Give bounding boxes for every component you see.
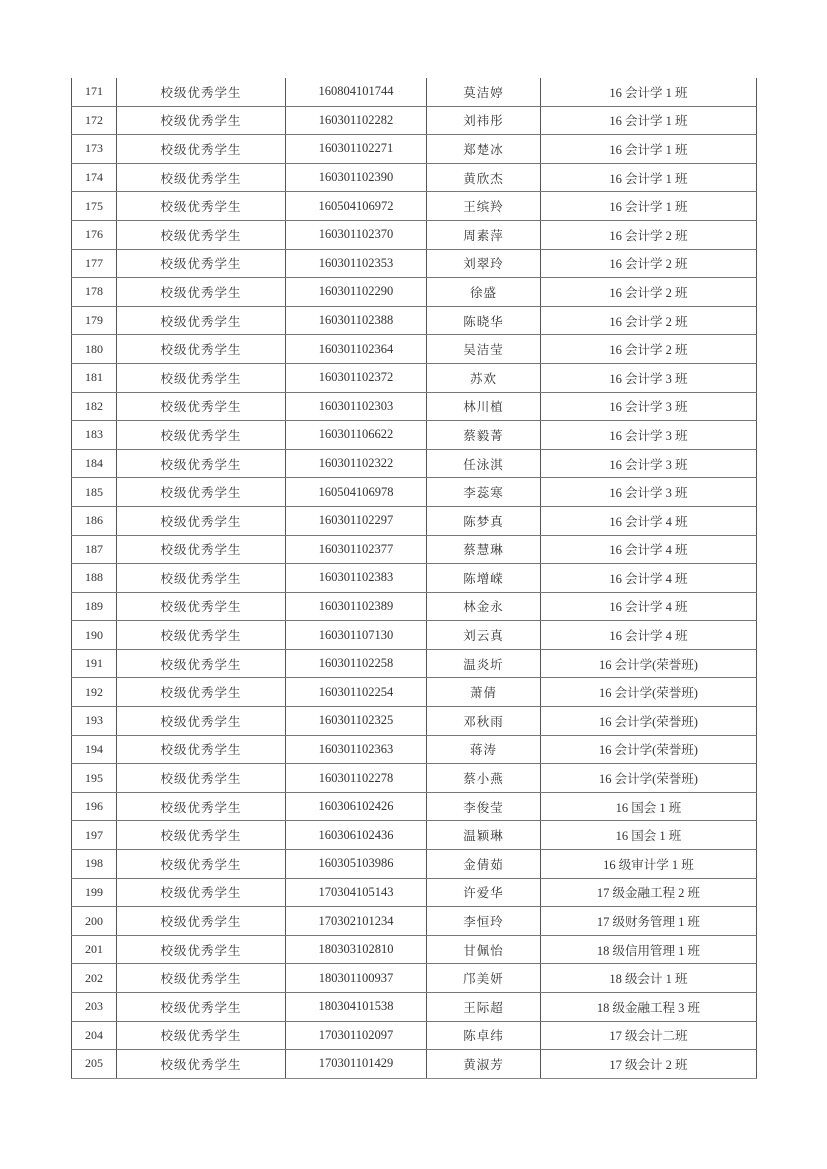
student-name-cell: 林川植	[427, 392, 541, 421]
student-name-cell: 王缤羚	[427, 192, 541, 221]
student-name-cell: 任泳淇	[427, 449, 541, 478]
roster-body	[72, 78, 757, 1078]
table-row	[72, 735, 757, 764]
table-row	[72, 792, 757, 821]
student-id-cell: 160305103986	[286, 850, 427, 879]
student-id-cell: 160804101744	[286, 78, 427, 106]
student-name-cell: 温炎圻	[427, 649, 541, 678]
table-row	[72, 192, 757, 221]
student-name-cell: 吴洁莹	[427, 335, 541, 364]
class-cell: 16 会计学 4 班	[541, 535, 757, 564]
award-cell: 校级优秀学生	[117, 792, 286, 821]
row-number: 196	[72, 792, 117, 821]
award-cell: 校级优秀学生	[117, 735, 286, 764]
student-id-cell: 160301102258	[286, 649, 427, 678]
student-name-cell: 蔡慧琳	[427, 535, 541, 564]
row-number: 199	[72, 878, 117, 907]
award-cell: 校级优秀学生	[117, 821, 286, 850]
award-cell: 校级优秀学生	[117, 449, 286, 478]
table-row	[72, 1050, 757, 1079]
award-cell: 校级优秀学生	[117, 907, 286, 936]
award-cell: 校级优秀学生	[117, 1021, 286, 1050]
student-id-cell: 160301102364	[286, 335, 427, 364]
table-row	[72, 592, 757, 621]
table-row	[72, 106, 757, 135]
student-id-cell: 160301102278	[286, 764, 427, 793]
row-number: 194	[72, 735, 117, 764]
student-id-cell: 170301102097	[286, 1021, 427, 1050]
row-number: 171	[72, 78, 117, 106]
class-cell: 17 级会计 2 班	[541, 1050, 757, 1079]
class-cell: 17 级财务管理 1 班	[541, 907, 757, 936]
class-cell: 16 会计学 2 班	[541, 249, 757, 278]
student-id-cell: 180301100937	[286, 964, 427, 993]
student-id-cell: 160504106972	[286, 192, 427, 221]
student-name-cell: 陈梦真	[427, 506, 541, 535]
class-cell: 16 会计学 3 班	[541, 363, 757, 392]
award-cell: 校级优秀学生	[117, 220, 286, 249]
table-row	[72, 306, 757, 335]
row-number: 177	[72, 249, 117, 278]
award-cell: 校级优秀学生	[117, 707, 286, 736]
student-name-cell: 甘佩怡	[427, 935, 541, 964]
award-cell: 校级优秀学生	[117, 1050, 286, 1079]
student-id-cell: 160301102389	[286, 592, 427, 621]
award-cell: 校级优秀学生	[117, 935, 286, 964]
class-cell: 17 级金融工程 2 班	[541, 878, 757, 907]
row-number: 178	[72, 278, 117, 307]
row-number: 197	[72, 821, 117, 850]
student-name-cell: 林金永	[427, 592, 541, 621]
student-name-cell: 陈增嵘	[427, 564, 541, 593]
class-cell: 16 会计学(荣誉班)	[541, 707, 757, 736]
row-number: 174	[72, 163, 117, 192]
class-cell: 16 级审计学 1 班	[541, 850, 757, 879]
student-id-cell: 180303102810	[286, 935, 427, 964]
class-cell: 18 级金融工程 3 班	[541, 993, 757, 1022]
student-id-cell: 160301102322	[286, 449, 427, 478]
award-cell: 校级优秀学生	[117, 621, 286, 650]
class-cell: 16 会计学 4 班	[541, 506, 757, 535]
row-number: 188	[72, 564, 117, 593]
row-number: 184	[72, 449, 117, 478]
student-id-cell: 160301102372	[286, 363, 427, 392]
table-row	[72, 850, 757, 879]
award-cell: 校级优秀学生	[117, 278, 286, 307]
row-number: 201	[72, 935, 117, 964]
table-row	[72, 363, 757, 392]
student-id-cell: 170302101234	[286, 907, 427, 936]
student-name-cell: 王际超	[427, 993, 541, 1022]
student-id-cell: 170304105143	[286, 878, 427, 907]
student-name-cell: 李蕊寒	[427, 478, 541, 507]
class-cell: 18 级会计 1 班	[541, 964, 757, 993]
student-id-cell: 160301106622	[286, 421, 427, 450]
award-cell: 校级优秀学生	[117, 764, 286, 793]
class-cell: 16 会计学 4 班	[541, 592, 757, 621]
class-cell: 16 会计学 1 班	[541, 106, 757, 135]
class-cell: 16 会计学 4 班	[541, 564, 757, 593]
student-id-cell: 160301102377	[286, 535, 427, 564]
student-id-cell: 160301107130	[286, 621, 427, 650]
award-cell: 校级优秀学生	[117, 335, 286, 364]
award-cell: 校级优秀学生	[117, 649, 286, 678]
award-cell: 校级优秀学生	[117, 592, 286, 621]
table-row	[72, 249, 757, 278]
row-number: 191	[72, 649, 117, 678]
table-row	[72, 564, 757, 593]
student-name-cell: 李恒玲	[427, 907, 541, 936]
student-name-cell: 邓秋雨	[427, 707, 541, 736]
award-cell: 校级优秀学生	[117, 850, 286, 879]
table-row	[72, 964, 757, 993]
student-name-cell: 周素萍	[427, 220, 541, 249]
row-number: 179	[72, 306, 117, 335]
award-cell: 校级优秀学生	[117, 878, 286, 907]
student-name-cell: 李俊莹	[427, 792, 541, 821]
award-cell: 校级优秀学生	[117, 249, 286, 278]
student-name-cell: 蒋涛	[427, 735, 541, 764]
row-number: 187	[72, 535, 117, 564]
student-id-cell: 160301102353	[286, 249, 427, 278]
award-cell: 校级优秀学生	[117, 135, 286, 164]
row-number: 175	[72, 192, 117, 221]
award-cell: 校级优秀学生	[117, 163, 286, 192]
student-id-cell: 160301102325	[286, 707, 427, 736]
student-id-cell: 160301102254	[286, 678, 427, 707]
class-cell: 16 会计学 1 班	[541, 163, 757, 192]
table-row	[72, 506, 757, 535]
student-id-cell: 160301102282	[286, 106, 427, 135]
student-name-cell: 蔡小燕	[427, 764, 541, 793]
table-row	[72, 707, 757, 736]
student-name-cell: 黄淑芳	[427, 1050, 541, 1079]
table-row	[72, 421, 757, 450]
class-cell: 16 会计学 4 班	[541, 621, 757, 650]
table-row	[72, 621, 757, 650]
student-name-cell: 邝美妍	[427, 964, 541, 993]
award-cell: 校级优秀学生	[117, 78, 286, 106]
student-name-cell: 徐盛	[427, 278, 541, 307]
student-id-cell: 160301102383	[286, 564, 427, 593]
award-cell: 校级优秀学生	[117, 535, 286, 564]
table-row	[72, 335, 757, 364]
student-name-cell: 许爱华	[427, 878, 541, 907]
student-name-cell: 苏欢	[427, 363, 541, 392]
row-number: 192	[72, 678, 117, 707]
class-cell: 16 会计学 1 班	[541, 192, 757, 221]
table-row	[72, 220, 757, 249]
class-cell: 16 会计学(荣誉班)	[541, 678, 757, 707]
student-id-cell: 160301102390	[286, 163, 427, 192]
class-cell: 16 会计学(荣誉班)	[541, 735, 757, 764]
class-cell: 16 会计学 3 班	[541, 478, 757, 507]
student-name-cell: 陈晓华	[427, 306, 541, 335]
award-cell: 校级优秀学生	[117, 392, 286, 421]
student-name-cell: 刘云真	[427, 621, 541, 650]
row-number: 189	[72, 592, 117, 621]
row-number: 176	[72, 220, 117, 249]
student-id-cell: 160301102388	[286, 306, 427, 335]
award-cell: 校级优秀学生	[117, 106, 286, 135]
award-cell: 校级优秀学生	[117, 506, 286, 535]
award-cell: 校级优秀学生	[117, 478, 286, 507]
table-row	[72, 449, 757, 478]
row-number: 205	[72, 1050, 117, 1079]
class-cell: 16 会计学 3 班	[541, 392, 757, 421]
award-cell: 校级优秀学生	[117, 964, 286, 993]
row-number: 193	[72, 707, 117, 736]
class-cell: 16 会计学(荣誉班)	[541, 649, 757, 678]
row-number: 180	[72, 335, 117, 364]
table-row	[72, 135, 757, 164]
student-id-cell: 170301101429	[286, 1050, 427, 1079]
student-name-cell: 蔡毅菁	[427, 421, 541, 450]
table-row	[72, 1021, 757, 1050]
award-cell: 校级优秀学生	[117, 993, 286, 1022]
row-number: 198	[72, 850, 117, 879]
student-id-cell: 160301102303	[286, 392, 427, 421]
award-cell: 校级优秀学生	[117, 421, 286, 450]
award-cell: 校级优秀学生	[117, 363, 286, 392]
table-row	[72, 821, 757, 850]
student-name-cell: 陈卓纬	[427, 1021, 541, 1050]
award-cell: 校级优秀学生	[117, 192, 286, 221]
row-number: 195	[72, 764, 117, 793]
student-name-cell: 金倩茹	[427, 850, 541, 879]
class-cell: 17 级会计二班	[541, 1021, 757, 1050]
student-id-cell: 160301102271	[286, 135, 427, 164]
row-number: 203	[72, 993, 117, 1022]
award-cell: 校级优秀学生	[117, 306, 286, 335]
student-id-cell: 160306102426	[286, 792, 427, 821]
student-name-cell: 萧倩	[427, 678, 541, 707]
student-name-cell: 刘祎彤	[427, 106, 541, 135]
row-number: 173	[72, 135, 117, 164]
class-cell: 16 国会 1 班	[541, 792, 757, 821]
class-cell: 16 会计学 3 班	[541, 449, 757, 478]
table-row	[72, 935, 757, 964]
award-cell: 校级优秀学生	[117, 678, 286, 707]
class-cell: 16 会计学 1 班	[541, 135, 757, 164]
student-id-cell: 160301102363	[286, 735, 427, 764]
table-row	[72, 993, 757, 1022]
student-id-cell: 180304101538	[286, 993, 427, 1022]
table-row	[72, 278, 757, 307]
row-number: 204	[72, 1021, 117, 1050]
table-row	[72, 392, 757, 421]
row-number: 186	[72, 506, 117, 535]
student-id-cell: 160306102436	[286, 821, 427, 850]
row-number: 202	[72, 964, 117, 993]
table-row	[72, 649, 757, 678]
class-cell: 16 会计学 2 班	[541, 335, 757, 364]
table-row	[72, 78, 757, 106]
award-cell: 校级优秀学生	[117, 564, 286, 593]
class-cell: 16 会计学 2 班	[541, 220, 757, 249]
student-name-cell: 郑楚冰	[427, 135, 541, 164]
student-name-cell: 温颖琳	[427, 821, 541, 850]
row-number: 182	[72, 392, 117, 421]
table-row	[72, 535, 757, 564]
class-cell: 16 国会 1 班	[541, 821, 757, 850]
row-number: 172	[72, 106, 117, 135]
student-id-cell: 160301102290	[286, 278, 427, 307]
student-name-cell: 黄欣杰	[427, 163, 541, 192]
row-number: 185	[72, 478, 117, 507]
table-row	[72, 163, 757, 192]
table-row	[72, 907, 757, 936]
student-id-cell: 160301102370	[286, 220, 427, 249]
row-number: 190	[72, 621, 117, 650]
student-id-cell: 160301102297	[286, 506, 427, 535]
table-row	[72, 764, 757, 793]
class-cell: 18 级信用管理 1 班	[541, 935, 757, 964]
award-roster-table	[71, 78, 757, 1079]
row-number: 181	[72, 363, 117, 392]
student-name-cell: 莫洁婷	[427, 78, 541, 106]
class-cell: 16 会计学 2 班	[541, 306, 757, 335]
class-cell: 16 会计学(荣誉班)	[541, 764, 757, 793]
class-cell: 16 会计学 3 班	[541, 421, 757, 450]
table-row	[72, 878, 757, 907]
student-name-cell: 刘翠玲	[427, 249, 541, 278]
class-cell: 16 会计学 2 班	[541, 278, 757, 307]
student-id-cell: 160504106978	[286, 478, 427, 507]
table-row	[72, 478, 757, 507]
row-number: 200	[72, 907, 117, 936]
row-number: 183	[72, 421, 117, 450]
class-cell: 16 会计学 1 班	[541, 78, 757, 106]
table-row	[72, 678, 757, 707]
